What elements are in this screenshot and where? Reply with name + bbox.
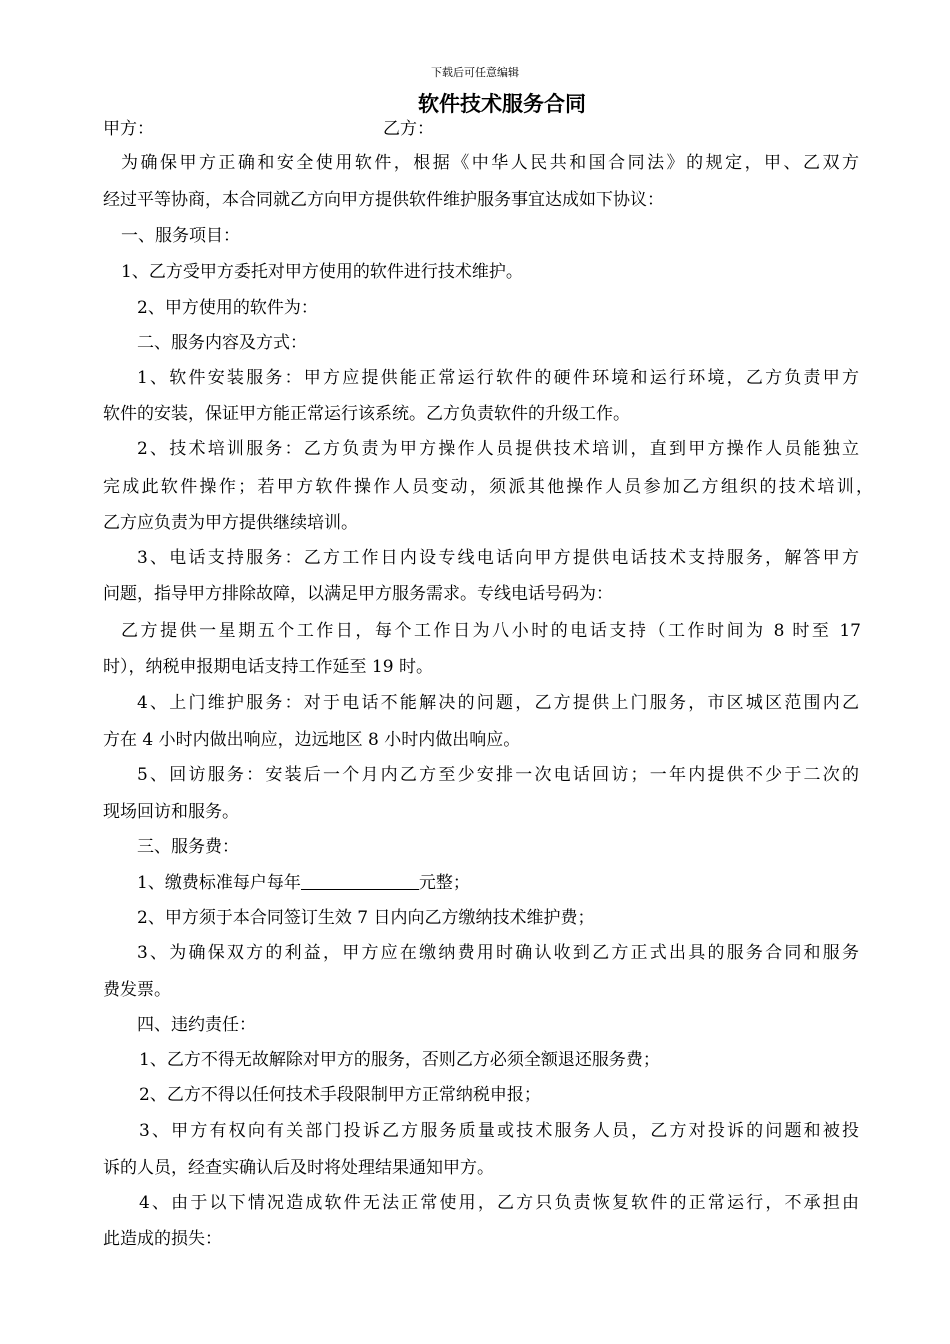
paragraph-line: 乙方提供一星期五个工作日，每个工作日为八小时的电话支持（工作时间为 8 时至 17 — [121, 621, 861, 641]
section-heading: 一、服务项目： — [121, 226, 240, 246]
document-title: 软件技术服务合同 — [418, 92, 586, 116]
paragraph-line: 问题，指导甲方排除故障，以满足甲方服务需求。专线电话号码为： — [103, 584, 613, 604]
header-note: 下载后可任意编辑 — [431, 66, 519, 79]
paragraph-line: 完成此软件操作；若甲方软件操作人员变动，须派其他操作人员参加乙方组织的技术培训， — [103, 477, 873, 497]
paragraph-line: 经过平等协商，本合同就乙方向甲方提供软件维护服务事宜达成如下协议： — [103, 190, 664, 210]
party-b-label: 乙方： — [383, 119, 434, 139]
paragraph-line: 诉的人员，经查实确认后及时将处理结果通知甲方。 — [103, 1158, 494, 1178]
paragraph-line: 费发票。 — [103, 980, 171, 1000]
paragraph-line: 此造成的损失： — [103, 1229, 222, 1249]
list-item: 1、乙方受甲方委托对甲方使用的软件进行技术维护。 — [121, 262, 523, 282]
paragraph-line: 5、回访服务：安装后一个月内乙方至少安排一次电话回访；一年内提供不少于二次的 — [137, 765, 859, 785]
list-item: 1、乙方不得无故解除对甲方的服务，否则乙方必须全额退还服务费； — [139, 1050, 660, 1070]
paragraph-line: 时），纳税申报期电话支持工作延至 19 时。 — [103, 657, 433, 677]
fee-suffix: 元整； — [418, 873, 470, 893]
list-item: 2、乙方不得以任何技术手段限制甲方正常纳税申报； — [139, 1085, 541, 1105]
list-item: 2、甲方须于本合同签订生效 7 日内向乙方缴纳技术维护费； — [137, 908, 595, 928]
paragraph-line: 4、由于以下情况造成软件无法正常使用，乙方只负责恢复软件的正常运行，不承担由 — [139, 1193, 859, 1213]
section-heading: 三、服务费： — [137, 837, 239, 857]
paragraph-line: 4、上门维护服务：对于电话不能解决的问题，乙方提供上门服务，市区城区范围内乙 — [137, 693, 859, 713]
paragraph-line: 3、甲方有权向有关部门投诉乙方服务质量或技术服务人员，乙方对投诉的问题和被投 — [139, 1121, 859, 1141]
fee-blank — [301, 872, 419, 890]
fee-label: 1、缴费标准每户每年 — [137, 873, 301, 893]
paragraph-line: 软件的安装，保证甲方能正常运行该系统。乙方负责软件的升级工作。 — [103, 404, 630, 424]
paragraph-line: 2、技术培训服务：乙方负责为甲方操作人员提供技术培训，直到甲方操作人员能独立 — [137, 439, 859, 459]
paragraph-line: 方在 4 小时内做出响应，边远地区 8 小时内做出响应。 — [103, 730, 521, 750]
fee-line — [137, 872, 470, 894]
paragraph-line: 3、为确保双方的利益，甲方应在缴纳费用时确认收到乙方正式出具的服务合同和服务 — [137, 943, 859, 963]
party-a-label: 甲方： — [103, 119, 154, 139]
paragraph-line: 乙方应负责为甲方提供继续培训。 — [103, 513, 358, 533]
section-heading: 四、违约责任： — [137, 1015, 256, 1035]
list-item: 2、甲方使用的软件为： — [137, 298, 318, 318]
paragraph-line: 3、电话支持服务：乙方工作日内设专线电话向甲方提供电话技术支持服务，解答甲方 — [137, 548, 859, 568]
section-heading: 二、服务内容及方式： — [137, 333, 307, 353]
paragraph-line: 为确保甲方正确和安全使用软件，根据《中华人民共和国合同法》的规定，甲、乙双方 — [121, 153, 859, 173]
paragraph-line: 现场回访和服务。 — [103, 802, 239, 822]
paragraph-line: 1、软件安装服务：甲方应提供能正常运行软件的硬件环境和运行环境，乙方负责甲方 — [137, 368, 859, 388]
